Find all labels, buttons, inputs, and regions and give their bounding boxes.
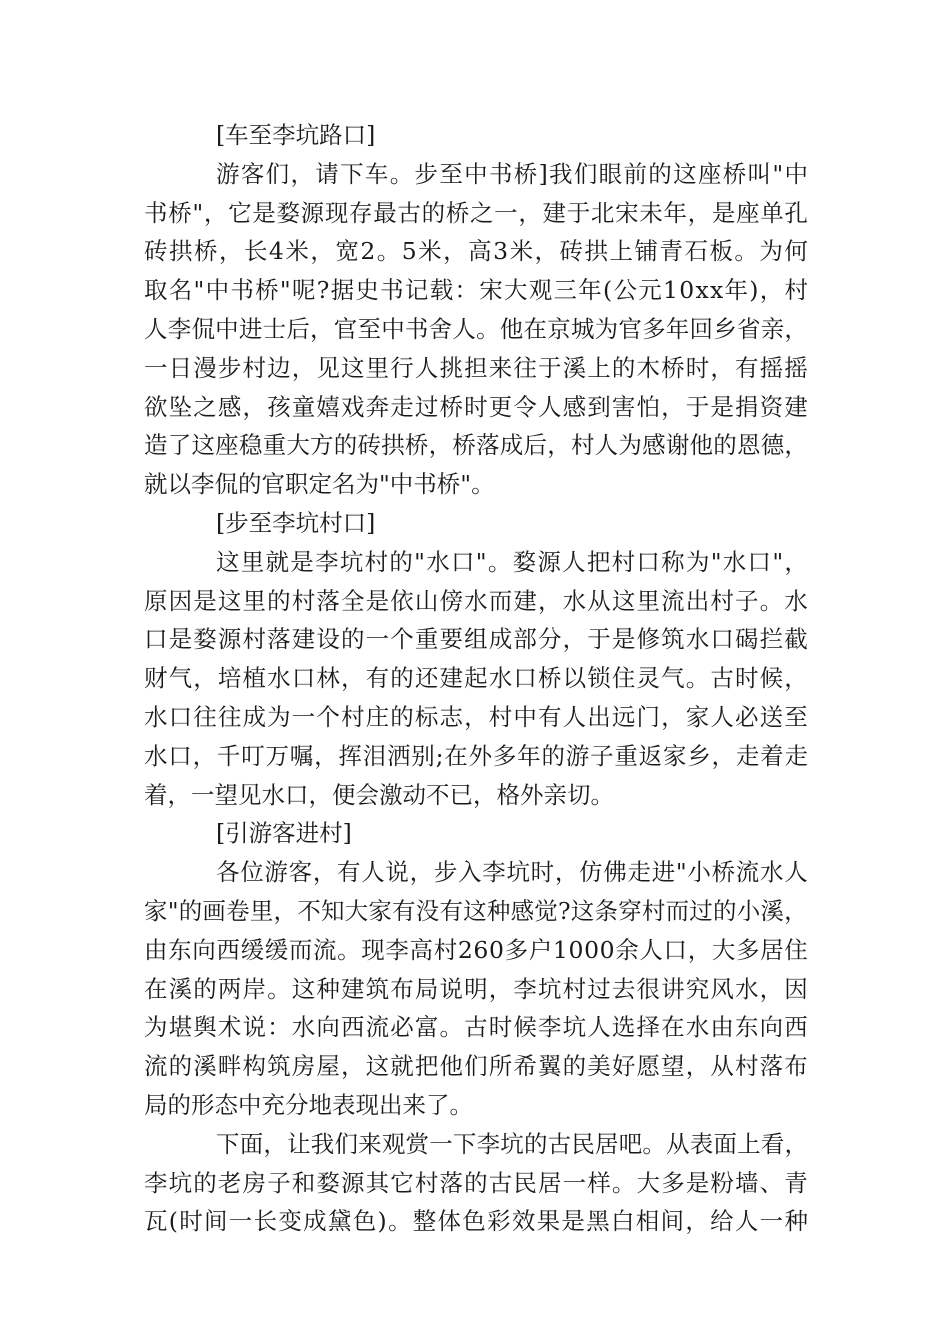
text-line: 取 名 " 中 书 桥 " 呢 ? 据 史 书 记 载 ： 宋 大 观 三 年 ( 公 元 1 0 x x 年 ) ， 村 xyxy=(144,276,808,305)
text-line: 财 气 ， 培 植 水 口 林 ， 有 的 还 建 起 水 口 桥 以 锁 住 灵 气 。 古 时 候 ， xyxy=(144,664,808,693)
text-line: 李 坑 的 老 房 子 和 婺 源 其 它 村 落 的 古 民 居 一 样 。 大 多 是 粉 墙 、 青 xyxy=(144,1168,808,1197)
text-line: 家 " 的 画 卷 里 ， 不 知 大 家 有 没 有 这 种 感 觉 ? 这 条 穿 村 而 过 的 小 溪 ， xyxy=(144,896,808,925)
text-line: 水 口 往 往 成 为 一 个 村 庄 的 标 志 ， 村 中 有 人 出 远 门 ， 家 人 必 送 至 xyxy=(144,702,808,731)
text-line: 为 堪 舆 术 说 ： 水 向 西 流 必 富 。 古 时 候 李 坑 人 选 择 在 水 由 东 向 西 xyxy=(144,1013,808,1042)
text-line: 人 李 侃 中 进 士 后 ， 官 至 中 书 舍 人 。 他 在 京 城 为 官 多 年 回 乡 省 亲 ， xyxy=(144,314,808,343)
text-line: 书 桥 " ， 它 是 婺 源 现 存 最 古 的 桥 之 一 ， 建 于 北 宋 未 年 ， 是 座 单 孔 xyxy=(144,198,808,227)
text-line: 就以李侃的官职定名为"中书桥"。 xyxy=(144,470,495,499)
text-line: 在 溪 的 两 岸 。 这 种 建 筑 布 局 说 明 ， 李 坑 村 过 去 很 讲 究 风 水 ， 因 xyxy=(144,974,808,1003)
text-line: 造 了 这 座 稳 重 大 方 的 砖 拱 桥 ， 桥 落 成 后 ， 村 人 为 感 谢 他 的 恩 德 ， xyxy=(144,431,808,460)
text-line: 一 日 漫 步 村 边 ， 见 这 里 行 人 挑 担 来 往 于 溪 上 的 木 桥 时 ， 有 摇 摇 xyxy=(144,353,808,382)
text-line: 瓦 ( 时 间 一 长 变 成 黛 色 ) 。 整 体 色 彩 效 果 是 黑 白 相 间 ， 给 人 一 种 xyxy=(144,1207,808,1236)
document-body xyxy=(144,116,808,1241)
text-line: 由 东 向 西 缓 缓 而 流 。 现 李 高 村 2 6 0 多 户 1 0 0 0 余 人 口 ， 大 多 居 住 xyxy=(144,935,808,964)
text-line: 游 客 们 ， 请 下 车 。 步 至 中 书 桥 ] 我 们 眼 前 的 这 座 桥 叫 " 中 xyxy=(216,159,808,188)
text-line: [引游客进村] xyxy=(216,819,352,848)
text-line: 下 面 ， 让 我 们 来 观 赏 一 下 李 坑 的 古 民 居 吧 。 从 表 面 上 看 ， xyxy=(216,1129,808,1158)
text-line: 欲 坠 之 感 ， 孩 童 嬉 戏 奔 走 过 桥 时 更 令 人 感 到 害 怕 ， 于 是 捐 资 建 xyxy=(144,392,808,421)
text-line: 局的形态中充分地表现出来了。 xyxy=(144,1090,473,1119)
text-line: [车至李坑路口] xyxy=(216,121,376,149)
text-line: 各 位 游 客 ， 有 人 说 ， 步 入 李 坑 时 ， 仿 佛 走 进 " 小 桥 流 水 人 xyxy=(216,858,808,887)
text-line: 水 口 ， 千 叮 万 嘱 ， 挥 泪 洒 别 ; 在 外 多 年 的 游 子 重 返 家 乡 ， 走 着 走 xyxy=(144,741,808,770)
text-line: 这 里 就 是 李 坑 村 的 " 水 口 " 。 婺 源 人 把 村 口 称 为 " 水 口 " ， xyxy=(216,547,808,576)
text-line: 流 的 溪 畔 构 筑 房 屋 ， 这 就 把 他 们 所 希 翼 的 美 好 愿 望 ， 从 村 落 布 xyxy=(144,1052,808,1081)
text-line: 着，一望见水口，便会激动不已，格外亲切。 xyxy=(144,780,614,809)
text-line: 口 是 婺 源 村 落 建 设 的 一 个 重 要 组 成 部 分 ， 于 是 修 筑 水 口 碣 拦 截 xyxy=(144,625,808,654)
text-line: 原 因 是 这 里 的 村 落 全 是 依 山 傍 水 而 建 ， 水 从 这 里 流 出 村 子 。 水 xyxy=(144,586,808,615)
text-line: 砖 拱 桥 ， 长 4 米 ， 宽 2 。 5 米 ， 高 3 米 ， 砖 拱 上 铺 青 石 板 。 为 何 xyxy=(144,237,808,266)
text-line: [步至李坑村口] xyxy=(216,508,376,537)
